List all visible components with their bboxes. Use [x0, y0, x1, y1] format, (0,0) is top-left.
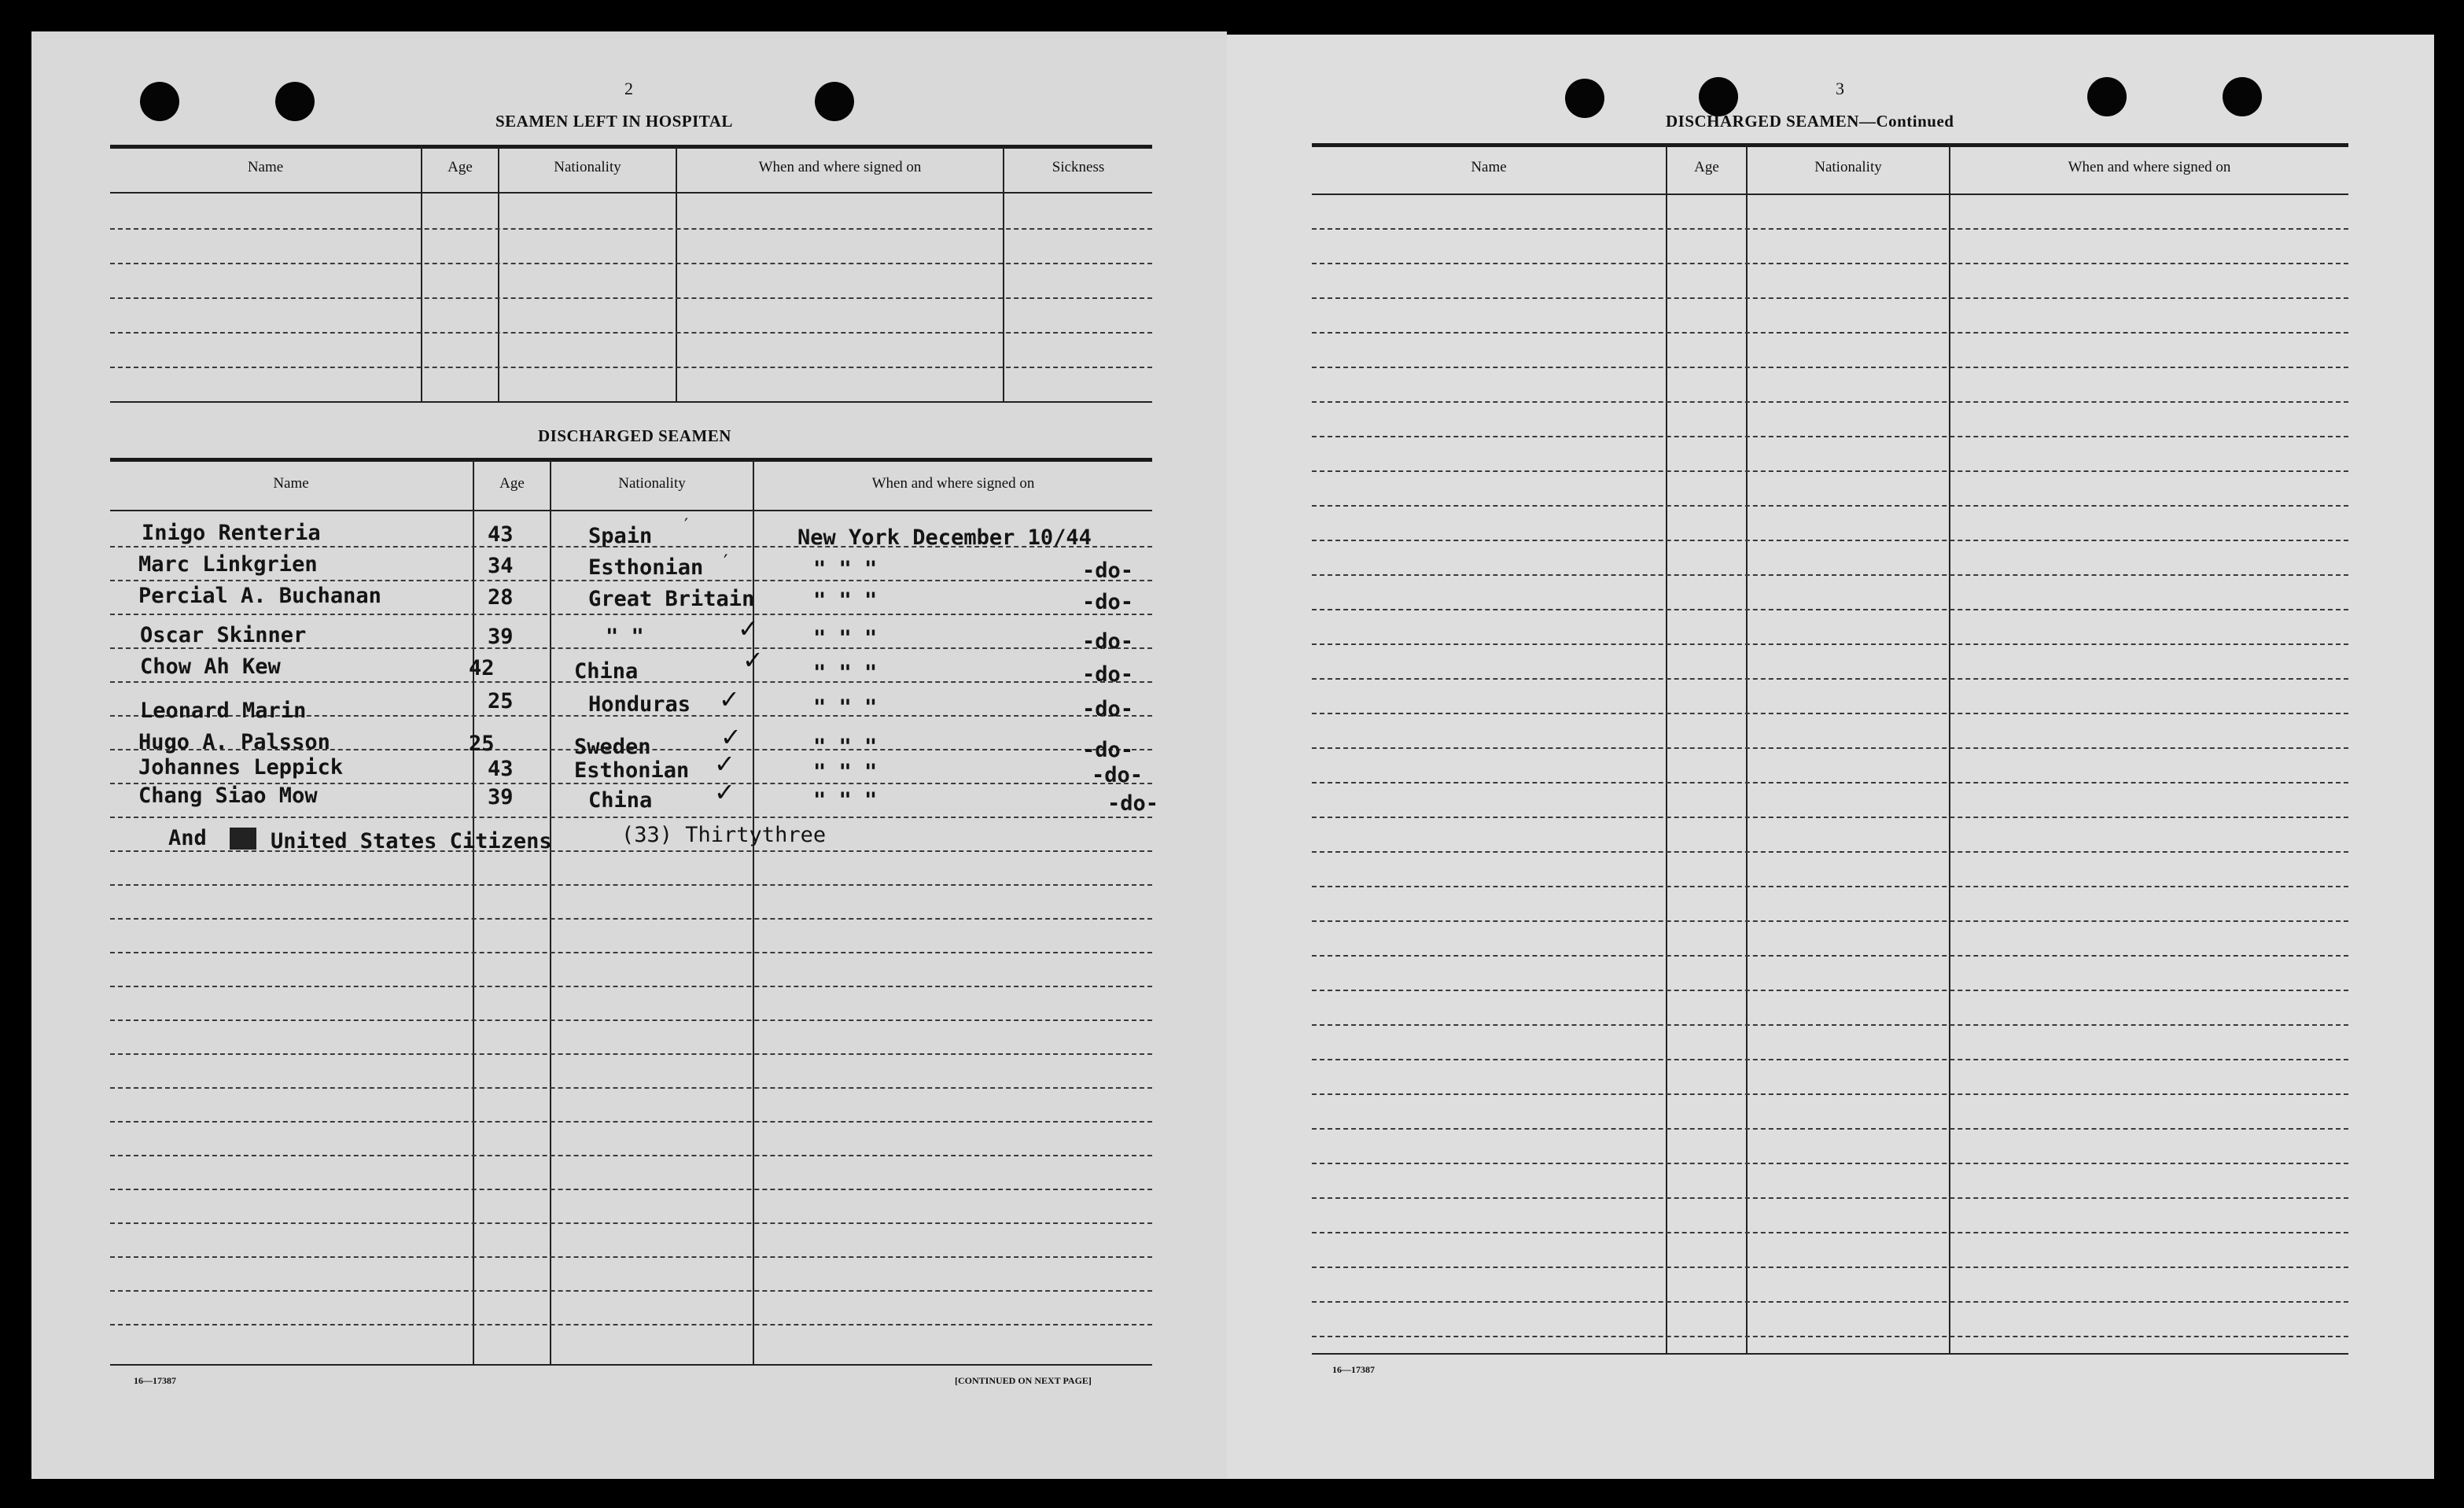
continued-note: [CONTINUED ON NEXT PAGE]	[955, 1375, 1092, 1386]
ruled-line	[1312, 747, 2348, 749]
seaman-name: Oscar Skinner	[140, 623, 307, 647]
table-rule	[1312, 143, 2348, 147]
signed-on: " " "	[813, 735, 878, 759]
punch-hole	[140, 82, 179, 121]
table-rule	[110, 510, 1152, 511]
column-divider	[498, 146, 499, 403]
ruled-line	[110, 367, 1152, 368]
ruled-line	[1312, 1232, 2348, 1233]
table-rule	[1312, 194, 2348, 195]
ruled-line	[1312, 1336, 2348, 1337]
ruled-line	[110, 614, 1152, 615]
ditto-mark: -do-	[1082, 590, 1134, 614]
ruled-line	[1312, 367, 2348, 368]
column-header-signed-on: When and where signed on	[2068, 159, 2231, 175]
column-header-nationality: Nationality	[554, 159, 621, 175]
page-number: 3	[1836, 79, 1844, 98]
seaman-age: 34	[488, 554, 514, 578]
check-mark-icon: ✓	[714, 777, 735, 807]
page-title: DISCHARGED SEAMEN—Continued	[1666, 112, 1954, 131]
signed-on: " " "	[813, 557, 878, 581]
seaman-age: 39	[488, 785, 514, 809]
column-header-name: Name	[1471, 159, 1507, 175]
ruled-line	[1312, 851, 2348, 853]
column-header-nationality: Nationality	[618, 475, 686, 492]
ruled-line	[1312, 263, 2348, 264]
ruled-line	[1312, 1128, 2348, 1130]
seaman-nationality: Honduras	[588, 692, 691, 717]
column-divider	[1949, 145, 1950, 1355]
ruled-line	[110, 228, 1152, 230]
seaman-name: Chow Ah Kew	[140, 654, 281, 679]
seaman-nationality: China	[588, 788, 653, 813]
signed-on: " " "	[813, 661, 878, 685]
ruled-line	[1312, 1059, 2348, 1060]
table-rule	[1312, 1353, 2348, 1355]
ditto-mark: -do-	[1082, 559, 1134, 583]
column-header-sickness: Sickness	[1052, 159, 1105, 175]
column-header-age: Age	[1694, 159, 1719, 175]
form-number: 16—17387	[134, 1375, 176, 1386]
table-rule	[110, 401, 1152, 403]
check-mark-icon: ′	[684, 516, 688, 536]
table-rule	[110, 458, 1152, 462]
seaman-age: 42	[469, 656, 495, 680]
ditto-mark: -do-	[1082, 738, 1134, 762]
ruled-line	[1312, 678, 2348, 680]
column-header-name: Name	[273, 475, 309, 492]
ruled-line	[1312, 574, 2348, 576]
ruled-line	[110, 263, 1152, 264]
check-mark-icon: ✓	[742, 645, 764, 675]
hospital-section-title: SEAMEN LEFT IN HOSPITAL	[495, 112, 733, 131]
seaman-name: Chang Siao Mow	[138, 783, 318, 808]
seaman-age: 39	[488, 625, 514, 649]
ditto-mark: -do-	[1082, 697, 1134, 721]
page-number: 2	[624, 79, 633, 98]
seaman-name: Johannes Leppick	[138, 755, 344, 780]
ruled-line	[1312, 505, 2348, 507]
ruled-line	[110, 918, 1152, 920]
right-page	[1227, 35, 2434, 1479]
ruled-line	[110, 1121, 1152, 1123]
punch-hole	[1565, 79, 1604, 118]
ruled-line	[110, 986, 1152, 987]
ruled-line	[1312, 1163, 2348, 1164]
ruled-line	[110, 1019, 1152, 1021]
column-header-signed-on: When and where signed on	[758, 159, 922, 175]
seaman-nationality: Esthonian	[574, 758, 690, 783]
check-mark-icon: ′	[724, 551, 728, 573]
column-divider	[1666, 145, 1667, 1355]
ruled-line	[1312, 401, 2348, 403]
seaman-age: 43	[488, 757, 514, 781]
column-header-age: Age	[499, 475, 525, 492]
ruled-line	[110, 1087, 1152, 1089]
column-divider	[1003, 146, 1004, 403]
seaman-name: Leonard Marin	[140, 699, 307, 723]
ruled-line	[1312, 955, 2348, 957]
ruled-line	[1312, 990, 2348, 991]
check-mark-icon: ✓	[714, 749, 735, 779]
check-mark-icon: ✓	[720, 722, 742, 752]
column-header-nationality: Nationality	[1814, 159, 1882, 175]
ditto-mark: -do-	[1082, 662, 1134, 687]
citizens-line-and: And	[168, 826, 207, 850]
ditto-mark: -do-	[1082, 629, 1134, 654]
table-rule	[110, 192, 1152, 194]
punch-hole	[815, 82, 854, 121]
ruled-line	[1312, 436, 2348, 437]
punch-hole	[1699, 77, 1738, 116]
ruled-line	[110, 1324, 1152, 1325]
seaman-name: Inigo Renteria	[142, 521, 321, 545]
ruled-line	[110, 1290, 1152, 1292]
ruled-line	[1312, 782, 2348, 783]
punch-hole	[275, 82, 315, 121]
ruled-line	[110, 1155, 1152, 1156]
table-rule	[110, 1364, 1152, 1366]
ruled-line	[1312, 713, 2348, 714]
seaman-age: 25	[488, 689, 514, 713]
signed-on: " " "	[813, 788, 878, 813]
seaman-name: Marc Linkgrien	[138, 552, 318, 577]
signed-on: " " "	[813, 695, 878, 720]
ditto-mark: -do-	[1092, 763, 1144, 787]
table-rule	[110, 145, 1152, 149]
citizens-line-label: United States Citizens	[271, 829, 552, 854]
signed-on: " " "	[813, 626, 878, 651]
form-number: 16—17387	[1332, 1364, 1375, 1375]
ruled-line	[1312, 332, 2348, 334]
seaman-nationality: China	[574, 659, 639, 684]
ruled-line	[1312, 1024, 2348, 1026]
column-divider	[676, 146, 677, 403]
ruled-line	[110, 1053, 1152, 1055]
ruled-line	[110, 884, 1152, 886]
citizens-count: (33) Thirtythree	[621, 823, 827, 847]
seaman-nationality: Sweden	[574, 735, 651, 759]
seaman-name: Percial A. Buchanan	[138, 584, 381, 608]
ruled-line	[110, 580, 1152, 581]
punch-hole	[2223, 77, 2262, 116]
struck-out-number	[230, 828, 256, 850]
ruled-line	[110, 1222, 1152, 1224]
ruled-line	[110, 1189, 1152, 1190]
column-divider	[473, 459, 474, 1366]
ruled-line	[1312, 228, 2348, 230]
signed-on: New York December 10/44	[797, 525, 1092, 550]
seaman-nationality: Spain	[588, 524, 653, 548]
ruled-line	[1312, 1197, 2348, 1199]
ruled-line	[110, 1256, 1152, 1258]
check-mark-icon: ✓	[738, 614, 759, 643]
ruled-line	[1312, 470, 2348, 472]
seaman-name: Hugo A. Palsson	[138, 730, 330, 754]
ruled-line	[110, 817, 1152, 818]
ruled-line	[1312, 297, 2348, 299]
ruled-line	[1312, 1266, 2348, 1268]
discharged-section-title: DISCHARGED SEAMEN	[538, 426, 731, 445]
seaman-nationality: Esthonian	[588, 555, 704, 580]
ruled-line	[110, 297, 1152, 299]
ruled-line	[1312, 1093, 2348, 1095]
ruled-line	[110, 850, 1152, 852]
seaman-age: 25	[469, 732, 495, 756]
ruled-line	[1312, 609, 2348, 610]
column-divider	[550, 459, 551, 1366]
column-header-signed-on: When and where signed on	[871, 475, 1035, 492]
ditto-mark: -do-	[1107, 791, 1159, 816]
ruled-line	[110, 332, 1152, 334]
ruled-line	[1312, 920, 2348, 922]
ruled-line	[1312, 643, 2348, 645]
signed-on: " " "	[813, 760, 878, 784]
seaman-nationality: " "	[606, 625, 644, 649]
column-divider	[1746, 145, 1748, 1355]
column-header-name: Name	[247, 159, 284, 175]
seaman-age: 28	[488, 585, 514, 610]
ruled-line	[1312, 540, 2348, 541]
column-divider	[421, 146, 422, 403]
column-header-age: Age	[447, 159, 473, 175]
ruled-line	[1312, 817, 2348, 818]
signed-on: " " "	[813, 588, 878, 613]
seaman-nationality: Great Britain	[588, 587, 755, 611]
ruled-line	[110, 952, 1152, 953]
ruled-line	[1312, 1301, 2348, 1303]
ruled-line	[1312, 886, 2348, 887]
punch-hole	[2087, 77, 2127, 116]
seaman-age: 43	[488, 522, 514, 547]
check-mark-icon: ✓	[719, 684, 740, 714]
